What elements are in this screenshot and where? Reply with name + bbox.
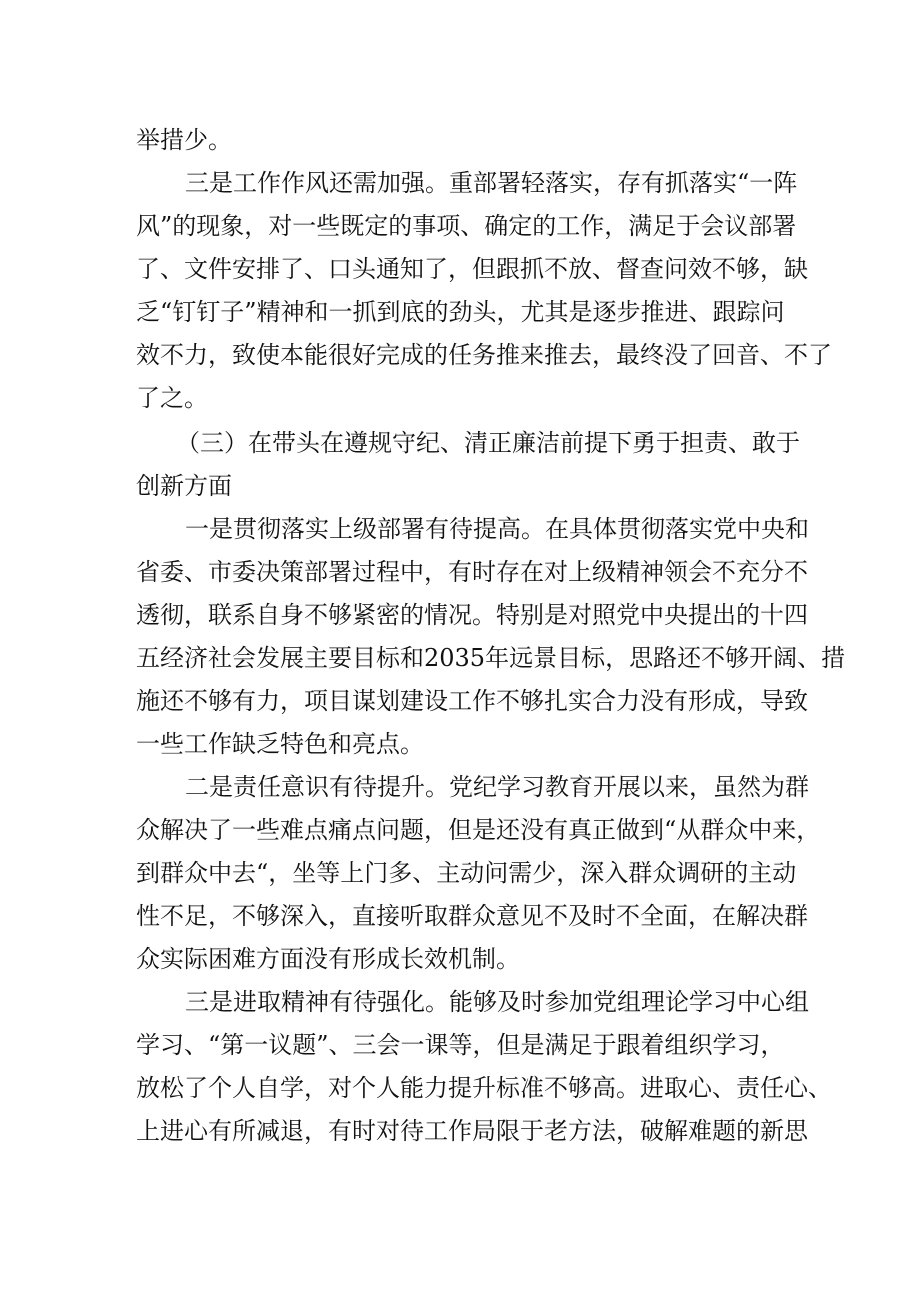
paragraph-implementation-line-6: 一些工作缺乏特色和亮点。: [136, 730, 424, 758]
paragraph-implementation-line-3: 透彻，联系自身不够紧密的情况。特别是对照党中央提出的十四: [136, 601, 808, 629]
paragraph-enterprising-line-4: 上进心有所减退，有时对待工作局限于老方法，破解难题的新思: [136, 1117, 808, 1145]
paragraph-work-style-line-4: 乏“钉钉子”精神和一抓到底的劲头，尤其是逐步推进、跟踪问: [136, 298, 785, 326]
paragraph-implementation-line-1: 一是贯彻落实上级部署有待提高。在具体贯彻落实党中央和: [185, 515, 809, 543]
paragraph-responsibility-line-1: 二是责任意识有待提升。党纪学习教育开展以来，虽然为群: [185, 773, 809, 801]
paragraph-responsibility-line-2: 众解决了一些难点痛点问题，但是还没有真正做到“从群众中来，: [136, 816, 821, 844]
paragraph-work-style-line-3: 了、文件安排了、口头通知了，但跟抓不放、督查问效不够，缺: [136, 255, 808, 283]
paragraph-implementation-line-5: 施还不够有力，项目谋划建设工作不够扎实合力没有形成，导致: [136, 687, 808, 715]
paragraph-implementation-line-2: 省委、市委决策部署过程中，有时存在对上级精神领会不充分不: [136, 558, 808, 586]
section-heading-3-line-2: 创新方面: [136, 472, 232, 500]
paragraph-enterprising-line-3: 放松了个人自学，对个人能力提升标准不够高。进取心、责任心、: [136, 1074, 832, 1102]
section-heading-3-line-1: （三）在带头在遵规守纪、清正廉洁前提下勇于担责、敢于: [176, 429, 800, 457]
paragraph-enterprising-line-2: 学习、“第一议题”、三会一课等，但是满足于跟着组织学习，: [136, 1031, 785, 1059]
paragraph-enterprising-line-1: 三是进取精神有待强化。能够及时参加党组理论学习中心组: [185, 988, 809, 1016]
paragraph-work-style-line-1: 三是工作作风还需加强。重部署轻落实，存有抓落实“一阵: [185, 169, 798, 197]
paragraph-responsibility-line-4: 性不足，不够深入，直接听取群众意见不及时不全面，在解决群: [136, 902, 808, 930]
text-line-cuoshi-shao: 举措少。: [136, 126, 232, 154]
paragraph-work-style-line-5: 效不力，致使本能很好完成的任务推来推去，最终没了回音、不了: [136, 341, 832, 369]
paragraph-work-style-line-2: 风”的现象，对一些既定的事项、确定的工作，满足于会议部署: [136, 212, 797, 240]
paragraph-work-style-line-6: 了之。: [136, 384, 208, 412]
paragraph-responsibility-line-3: 到群众中去“，坐等上门多、主动问需少，深入群众调研的主动: [136, 859, 797, 887]
paragraph-responsibility-line-5: 众实际困难方面没有形成长效机制。: [136, 945, 520, 973]
paragraph-implementation-line-4: 五经济社会发展主要目标和2035年远景目标，思路还不够开阔、措: [136, 644, 846, 672]
